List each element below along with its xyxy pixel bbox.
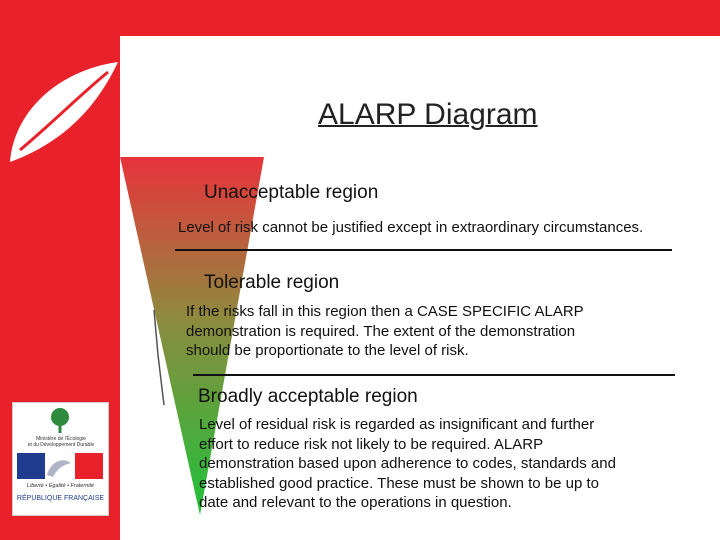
tolerable-line-1: If the risks fall in this region then a CASE SPECIFIC ALARP xyxy=(186,303,584,320)
ministry-line-1: Ministère de l'Écologie xyxy=(36,436,86,442)
ministry-logo xyxy=(12,402,109,516)
acceptable-line-4: established good practice. These must be shown to be up to xyxy=(199,474,599,492)
broadly-acceptable-region-heading: Broadly acceptable region xyxy=(198,386,418,407)
divider-unacceptable-tolerable xyxy=(175,249,672,251)
tolerable-region-text xyxy=(186,302,584,361)
acceptable-line-1: Level of residual risk is regarded as insignificant and further xyxy=(199,416,595,433)
acceptable-line-3: demonstration based upon adherence to codes, standards and xyxy=(199,455,616,472)
motto: Liberté • Égalité • Fraternité xyxy=(26,483,95,489)
unacceptable-region-text: Level of risk cannot be justified except in extraordinary circumstances. xyxy=(178,219,644,236)
tolerable-region-heading: Tolerable region xyxy=(204,272,340,293)
broadly-acceptable-region-text xyxy=(199,415,616,513)
ministry-line-2: et du Développement Durable xyxy=(27,442,95,448)
tolerable-line-2: demonstration is required. The extent of the demonstration xyxy=(186,322,576,340)
acceptable-line-2: effort to reduce risk not likely to be required. ALARP xyxy=(199,435,544,453)
country-name: RÉPUBLIQUE FRANÇAISE xyxy=(16,495,105,502)
tolerable-line-3: should be proportionate to the level of risk. xyxy=(186,342,469,359)
ministry-name xyxy=(17,436,105,448)
diagram-title: ALARP Diagram xyxy=(318,98,538,131)
divider-tolerable-acceptable xyxy=(193,374,675,376)
acceptable-line-5: date and relevant to the operations in question. xyxy=(199,494,512,511)
unacceptable-region-heading: Unacceptable region xyxy=(204,182,379,203)
